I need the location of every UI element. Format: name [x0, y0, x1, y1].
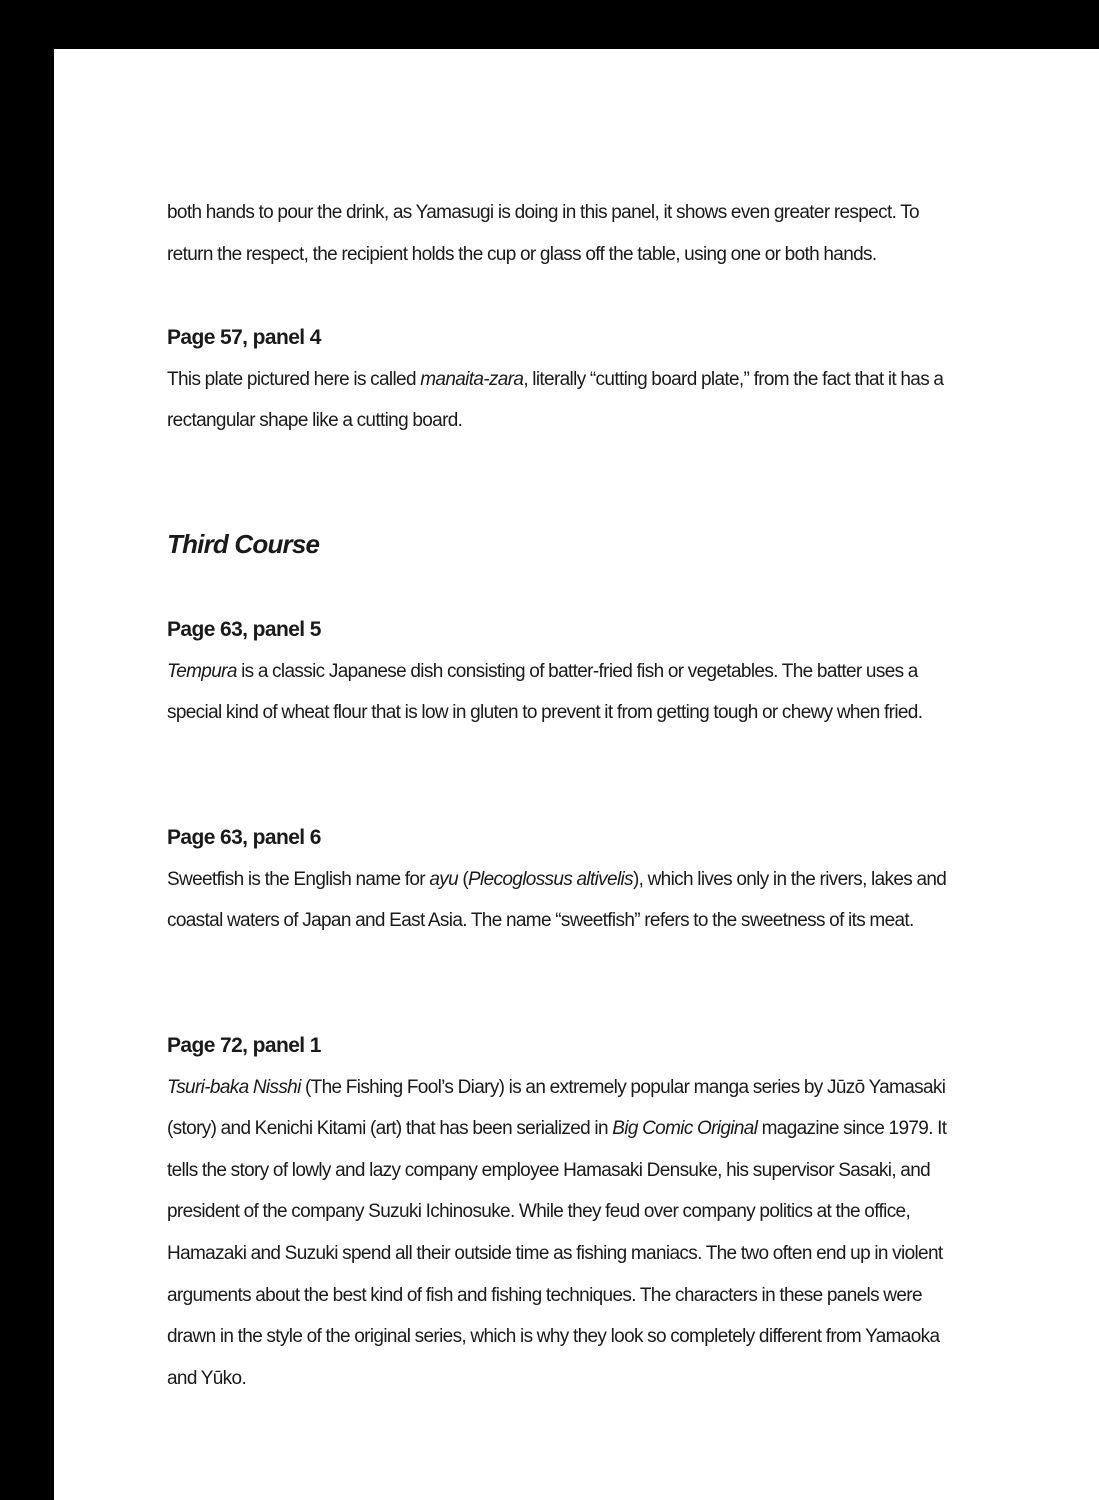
intro-block — [167, 192, 957, 275]
section-heading: Third Course — [167, 529, 320, 559]
note-page-63-panel-6 — [167, 817, 957, 942]
note-heading: Page 57, panel 4 — [167, 326, 321, 349]
book-page — [54, 49, 1099, 1500]
intro-paragraph: both hands to pour the drink, as Yamasugi is doing in this panel, it shows even greater respect. To return the respect, the recipient holds the cup or glass off the table, using one or both hands. — [167, 202, 919, 265]
note-body: Sweetfish is the English name for ayu (Plecoglossus altivelis), which lives only in the rivers, lakes and coastal waters of Japan and East Asia. The name “sweetfish” refers to the sweetness of its meat. — [167, 868, 947, 932]
section-third-course — [167, 524, 957, 564]
note-body: This plate pictured here is called manaita-zara, literally “cutting board plate,” from the fact that it has a rectangular shape like a cutting board. — [167, 368, 944, 432]
note-heading: Page 72, panel 1 — [167, 1034, 321, 1057]
note-heading: Page 63, panel 6 — [167, 826, 321, 849]
note-page-63-panel-5 — [167, 609, 957, 734]
note-heading: Page 63, panel 5 — [167, 618, 321, 641]
note-page-72-panel-1 — [167, 1025, 957, 1399]
note-page-57-panel-4 — [167, 317, 957, 442]
note-body: Tsuri-baka Nisshi (The Fishing Fool’s Diary) is an extremely popular manga series by Jūzō Yamasaki (story) and Kenichi Kitami (art) that has been serialized in Big Comic Original magazine since 1979. It tells the story of lowly and lazy company employee Hamasaki Densuke, his supervisor Sasaki, and president of the company Suzuki Ichinosuke. While they feud over company politics at the office, Hamazaki and Suzuki spend all their outside time as fishing maniacs. The two often end up in violent arguments about the best kind of fish and fishing techniques. The characters in these panels were drawn in the style of the original series, which is why they look so completely different from Yamaoka and Yūko. — [167, 1076, 947, 1389]
note-body: Tempura is a classic Japanese dish consisting of batter-fried fish or vegetables. The batter uses a special kind of wheat flour that is low in gluten to prevent it from getting tough or chewy when fried. — [167, 660, 923, 724]
